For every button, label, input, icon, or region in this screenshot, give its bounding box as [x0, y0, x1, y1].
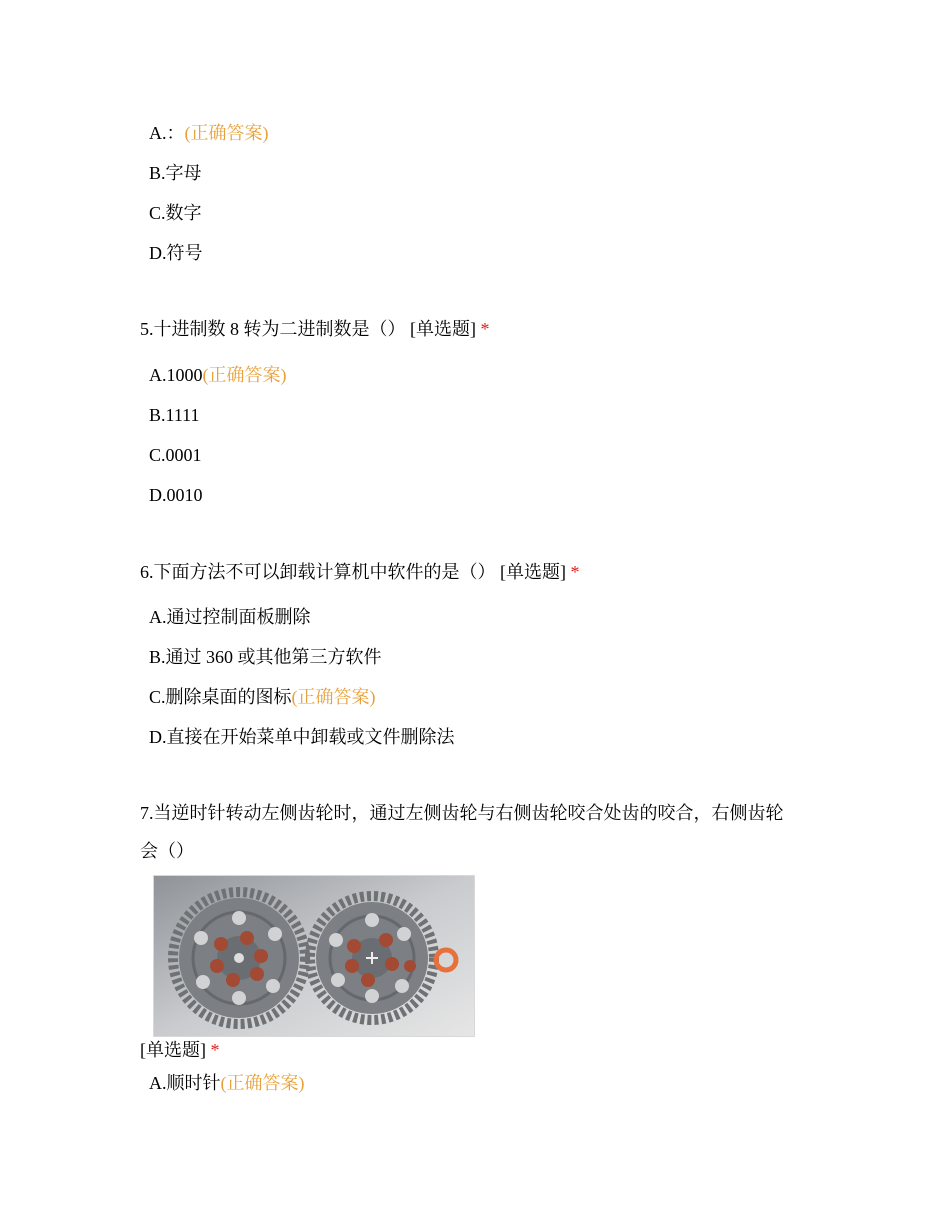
- q5-option-c[interactable]: [149, 443, 202, 467]
- q4-option-a[interactable]: [149, 121, 269, 145]
- required-marker: *: [210, 1040, 220, 1060]
- q5-option-b[interactable]: [149, 403, 200, 427]
- required-marker: *: [570, 562, 580, 582]
- question-type: [单选题]: [140, 1040, 206, 1060]
- option-text: D.0010: [149, 485, 203, 505]
- option-text: C.0001: [149, 445, 202, 465]
- option-text: A.1000: [149, 365, 203, 385]
- correct-answer-tag: (正确答案): [202, 365, 287, 385]
- option-text: B.通过 360 或其他第三方软件: [149, 647, 382, 667]
- q6-option-b[interactable]: [149, 645, 382, 669]
- gears-image: [153, 875, 475, 1037]
- lego-gears-icon: [154, 876, 474, 1036]
- q5-title: [140, 317, 490, 341]
- q4-option-d[interactable]: [149, 241, 203, 265]
- q6-option-a[interactable]: [149, 605, 311, 629]
- option-text: C.删除桌面的图标: [149, 687, 292, 707]
- option-text: A.通过控制面板删除: [149, 607, 311, 627]
- q5-option-a[interactable]: [149, 363, 287, 387]
- question-text: 6.下面方法不可以卸载计算机中软件的是（） [单选题]: [140, 562, 566, 582]
- q4-option-c[interactable]: [149, 201, 202, 225]
- correct-answer-tag: (正确答案): [184, 123, 269, 143]
- q6-title: [140, 560, 580, 584]
- q4-option-b[interactable]: [149, 161, 202, 185]
- q7-option-a[interactable]: [149, 1071, 305, 1095]
- required-marker: *: [480, 319, 490, 339]
- q5-option-d[interactable]: [149, 483, 203, 507]
- q7-type-label: [140, 1038, 220, 1062]
- option-text: A.：: [149, 123, 185, 143]
- option-text: C.数字: [149, 203, 202, 223]
- q6-option-d[interactable]: [149, 725, 455, 749]
- correct-answer-tag: (正确答案): [291, 687, 376, 707]
- option-text: D.直接在开始菜单中卸载或文件删除法: [149, 727, 455, 747]
- q6-option-c[interactable]: [149, 685, 376, 709]
- q7-title-line1: 7.当逆时针转动左侧齿轮时，通过左侧齿轮与右侧齿轮咬合处齿的咬合，右侧齿轮: [140, 803, 784, 823]
- option-text: B.字母: [149, 163, 202, 183]
- question-text: 5.十进制数 8 转为二进制数是（） [单选题]: [140, 319, 476, 339]
- option-text: A.顺时针: [149, 1073, 221, 1093]
- option-text: B.1111: [149, 405, 200, 425]
- correct-answer-tag: (正确答案): [220, 1073, 305, 1093]
- option-text: D.符号: [149, 243, 203, 263]
- q7-title-line2: 会（）: [140, 841, 194, 861]
